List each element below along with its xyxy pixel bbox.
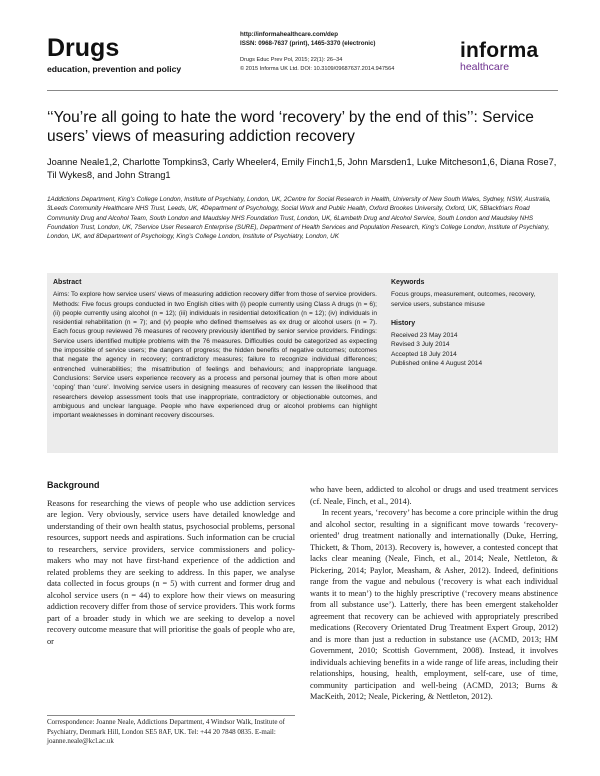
abstract-text: Aims: To explore how service users’ views of measuring addiction recovery differ from those of service providers. Methods: Five focus groups conducted in two English cities with (i) people currently using Class A drugs (n = 6); (ii) people currently using alcohol (n = 12); (iii) individuals in residential detoxification (n = 12); (iv) individuals in residential rehabilitation (n = 7); and (v) people who defined themselves as ex drug or alcohol users (n = 7). Each focus group reviewed 76 measures of recovery previously identified by senior service providers. Findings: Service users identified multiple problems with the 76 measures. Difficulties could be categorized as expecting the impossible of service users; the dangers of progress; the hidden benefits of negative outcomes; outcomes that negate the agency in recovery; contradictory measures; failure to recognize individual differences; entrenched vulnerabilities; the misattribution of feelings and behaviours; and inappropriate language. Conclusions: Service users experience recovery as a process and personal journey that is often more about ‘coping’ than ‘cure’. Involving service users in designing measures of recovery can lessen the likelihood that researchers develop assessment tools that use inappropriate, contradictory or objectionable outcomes, and ambiguous and unclear language. People who have experienced drug or alcohol problems can highlight important weaknesses in dominant recovery discourses. — [53, 291, 377, 420]
publisher-name: informa — [460, 39, 539, 62]
journal-name: Drugs — [47, 34, 120, 62]
author-list: Joanne Neale1,2, Charlotte Tompkins3, Carly Wheeler4, Emily Finch1,5, John Marsden1, Luke Mitcheson1,6, Diana Rose7, Til Wykes8, and John Strang1 — [47, 157, 557, 180]
section-heading-background: Background — [47, 480, 100, 490]
article-sidebar — [391, 278, 553, 378]
history-item: Accepted 18 July 2014 — [391, 350, 457, 358]
publisher-sub: healthcare — [460, 61, 510, 73]
body-column-left — [47, 480, 295, 647]
journal-url[interactable]: http://informahealthcare.com/dep — [240, 31, 338, 38]
abstract-heading: Abstract — [53, 279, 82, 286]
footnote-divider — [47, 715, 295, 716]
history-block — [391, 319, 553, 368]
body-paragraph: In recent years, ‘recovery’ has become a core principle within the drug and alcohol sector, resulting in a significant move towards ‘recovery-oriented’ drug treatment nationally and internationally (Duke, Herring, Thickett, & Thom, 2013). Recovery is, however, a contested concept that lacks clear meaning (Neale, Finch, et al., 2014; Neale, Nettleton, & Pickering, 2014; Paylor, Measham, & Asher, 2012). Indeed, definitions range from the vague and nebulous (‘recovery is what each individual wants it to mean’) to the highly prescriptive (‘recovery means abstinence from all substance use’). Latterly, there has been emergent stakeholder agreement that recovery can be achieved with appropriately prescribed medications (Recovery Orientated Drug Treatment Expert Group, 2012) and is more than just a reduction in substance use (ACMD, 2013; HM Government, 2010; Scottish Government, 2008). Instead, it involves individuals achieving benefits in a wide range of life areas, including their relationships, housing, health, employment, self-care, use of time, community participation and well-being (ACMD, 2013; Burns & MacKeith, 2012; Neale, Pickering, & Nettleton, 2012). — [310, 508, 558, 701]
history-heading: History — [391, 319, 416, 327]
history-item: Received 23 May 2014 — [391, 332, 458, 340]
body-column-right — [310, 484, 558, 703]
abstract — [53, 278, 377, 420]
correspondence-footnote: Correspondence: Joanne Neale, Addictions Department, 4 Windsor Walk, Institute of Psychiatry, Denmark Hill, London SE5 8AF, UK. Tel: +44 20 7848 0835. E-mail: joanne.neale@kcl.ac.uk — [47, 718, 286, 745]
keywords-heading: Keywords — [391, 279, 425, 286]
article-title: ‘‘You’re all going to hate the word ‘recovery’ by the end of this’’: Service users’ views of measuring addiction recovery — [47, 109, 534, 145]
history-item: Published online 4 August 2014 — [391, 360, 483, 368]
journal-subtitle: education, prevention and policy — [47, 64, 182, 74]
journal-logo — [47, 36, 181, 74]
keywords-block — [391, 278, 553, 309]
header-divider — [47, 90, 558, 91]
journal-issn: ISSN: 0968-7637 (print), 1465-3370 (electronic) — [240, 40, 376, 47]
history-item: Revised 3 July 2014 — [391, 341, 450, 349]
keywords-text: Focus groups, measurement, outcomes, recovery, service users, substance misuse — [391, 291, 536, 308]
abstract-box — [47, 273, 558, 453]
affiliations: 1Addictions Department, King’s College London, Institute of Psychiatry, London, UK, 2Centre for Social Research in Health, University of New South Wales, Sydney, NSW, Australia, 3Leeds Community Healthcare NHS Trust, Leeds, UK, 4Department of Psychology, Social Work and Public Health, Oxford Brookes University, Oxford, UK, 5Blackfriars Road Community Drug and Alcohol Team, South London and Maudsley NHS Foundation Trust, London, UK, 6Lambeth Drug and Alcohol Service, South London and Maudsley NHS Foundation Trust, London, UK, 7Service User Research Enterprise (SURE), Department of Health Services and Population Research, King’s College London, Institute of Psychiatry, London, UK, and 8Department of Psychology, King’s College London, Institute of Psychiatry, London, UK — [47, 196, 551, 241]
body-paragraph: Reasons for researching the views of people who use addiction services are legion. Very obviously, service users have detailed knowledge and understanding of their own health status, psychosocial problems, personal resources, support needs and aspirations. Such information can be crucial to researchers, service providers, service commissioners and policy-makers who may not have first-hand experience of the addiction and related problems they are seeking to address. In this paper, we analyse data collected in focus groups (n = 5) with current and former drug and alcohol service users (n = 44) to explore how their views on measuring addiction recovery differ from those of service providers. This work forms part of a broader study in which we are seeking to develop a novel recovery outcome measure that will prioritise the goals of people who are, or — [47, 498, 295, 646]
body-paragraph: who have been, addicted to alcohol or drugs and used treatment services (cf. Neale, Finch, et al., 2014). — [310, 485, 558, 506]
copyright-line: © 2015 Informa UK Ltd. DOI: 10.3109/09687637.2014.947564 — [240, 65, 395, 72]
journal-info — [240, 30, 420, 73]
publisher-logo — [460, 40, 538, 73]
citation-line: Drugs Educ Prev Pol, 2015; 22(1): 26–34 — [240, 57, 343, 63]
